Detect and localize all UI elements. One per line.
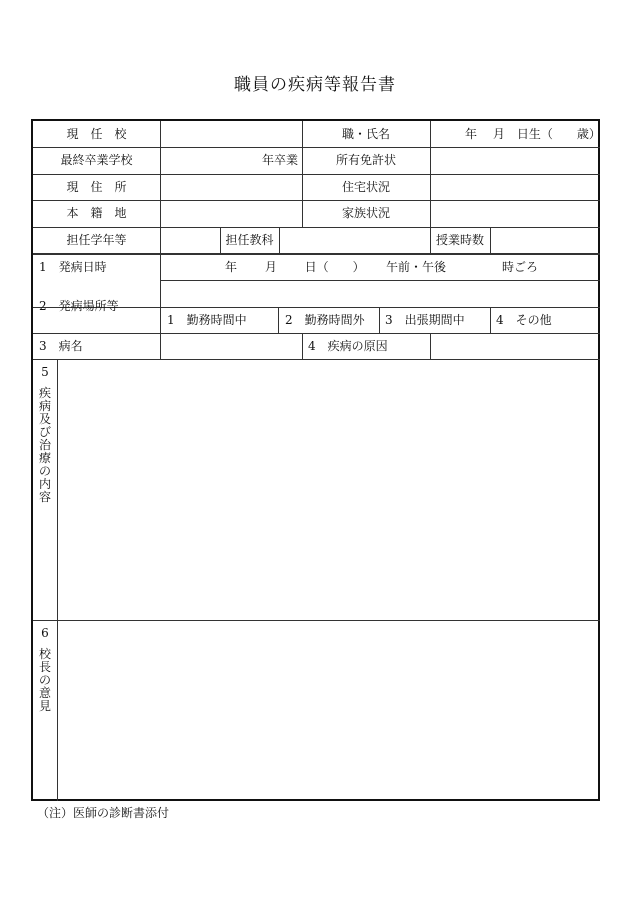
birth-date-label: 年 月 日生（ 歳）: [465, 127, 601, 141]
license-label: 所有免許状: [335, 153, 396, 167]
place-option-business-trip: 3 出張期間中: [385, 313, 465, 327]
opinion-section-number: 6: [41, 626, 49, 640]
onset-date-label: 1 発病日時: [39, 260, 107, 274]
domicile-label: 本 籍 地: [66, 206, 127, 220]
position-name-label: 職・氏名: [341, 127, 390, 141]
treatment-section-number: 5: [41, 365, 49, 379]
footnote: （注）医師の診断書添付: [37, 806, 170, 820]
onset-time-suffix: 時ごろ: [502, 260, 539, 274]
onset-ampm: 午前・午後: [386, 260, 447, 274]
housing-label: 住宅状況: [341, 180, 390, 194]
current-address-label: 現 住 所: [66, 180, 127, 194]
onset-place-label: 2 発病場所等: [39, 299, 119, 313]
place-option-during-work: 1 勤務時間中: [167, 313, 247, 327]
graduation-year-label: 年卒業: [262, 153, 299, 167]
treatment-section-label: 疾病及び治療の内容: [38, 386, 51, 504]
place-option-other: 4 その他: [496, 313, 552, 327]
current-school-label: 現 任 校: [66, 127, 127, 141]
subject-in-charge-label: 担任教科: [225, 233, 274, 247]
family-label: 家族状況: [341, 206, 390, 220]
document-title: 職員の疾病等報告書: [234, 75, 396, 95]
onset-date-value: 年 月 日（ ）: [225, 260, 365, 274]
last-school-label: 最終卒業学校: [60, 153, 133, 167]
disease-name-label: 3 病名: [39, 339, 83, 353]
disease-cause-label: 4 疾病の原因: [308, 339, 388, 353]
opinion-section-label: 校長の意見: [38, 647, 51, 713]
grade-in-charge-label: 担任学年等: [66, 233, 127, 247]
report-form: [31, 119, 600, 801]
class-hours-label: 授業時数: [435, 233, 484, 247]
place-option-outside-work: 2 勤務時間外: [285, 313, 365, 327]
